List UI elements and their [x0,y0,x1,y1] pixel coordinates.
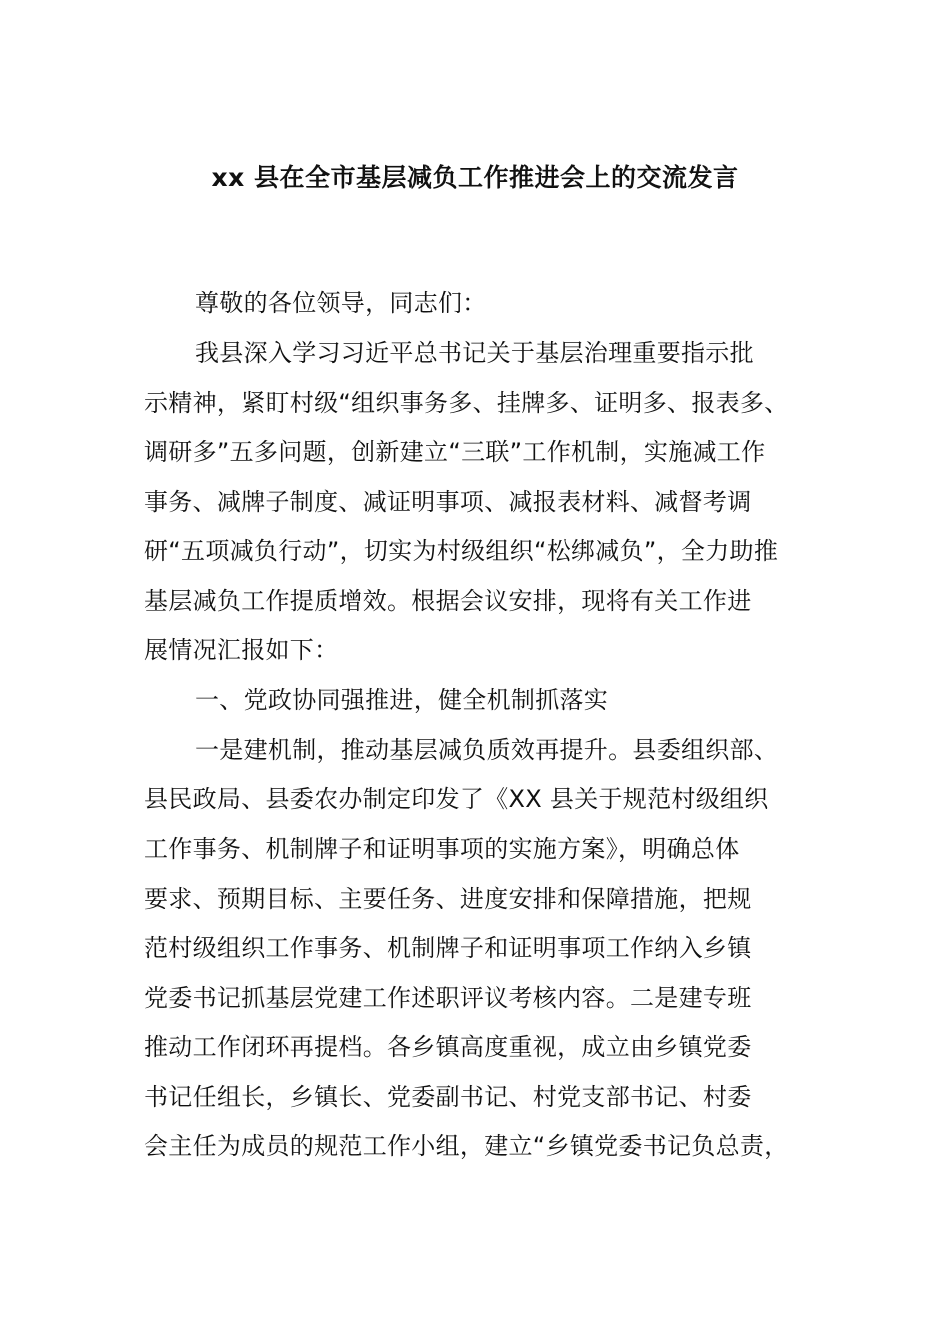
paragraph-line: 调研多”五多问题，创新建立“三联”工作机制，实施减工作 [144,438,766,466]
paragraph-line: 工作事务、机制牌子和证明事项的实施方案》，明确总体 [144,835,740,863]
paragraph-line: 推动工作闭环再提档。各乡镇高度重视，成立由乡镇党委 [144,1033,752,1061]
paragraph-line: 一是建机制，推动基层减负质效再提升。县委组织部、 [195,736,779,764]
paragraph-line: 范村级组织工作事务、机制牌子和证明事项工作纳入乡镇 [144,934,752,962]
document-title: xx 县在全市基层减负工作推进会上的交流发言 [211,163,739,192]
paragraph-line: 县民政局、县委农办制定印发了《XX 县关于规范村级组织 [144,785,769,813]
paragraph-line: 研“五项减负行动”，切实为村级组织“松绑减负”，全力助推 [144,537,779,565]
paragraph-line: 示精神，紧盯村级“组织事务多、挂牌多、证明多、报表多、 [144,389,789,417]
section-heading: 一、党政协同强推进，健全机制抓落实 [195,686,609,714]
paragraph-line: 要求、预期目标、主要任务、进度安排和保障措施，把规 [144,885,752,913]
paragraph-line: 基层减负工作提质增效。根据会议安排，现将有关工作进 [144,587,752,615]
paragraph-line: 书记任组长，乡镇长、党委副书记、村党支部书记、村委 [144,1083,752,1111]
paragraph-line: 展情况汇报如下： [144,636,339,664]
paragraph-line: 我县深入学习习近平总书记关于基层治理重要指示批 [195,339,754,367]
paragraph-line: 党委书记抓基层党建工作述职评议考核内容。二是建专班 [144,984,752,1012]
paragraph-line: 事务、减牌子制度、减证明事项、减报表材料、减督考调 [144,488,752,516]
salutation-line: 尊敬的各位领导，同志们： [195,289,487,317]
paragraph-line: 会主任为成员的规范工作小组，建立“乡镇党委书记负总责， [144,1132,789,1160]
